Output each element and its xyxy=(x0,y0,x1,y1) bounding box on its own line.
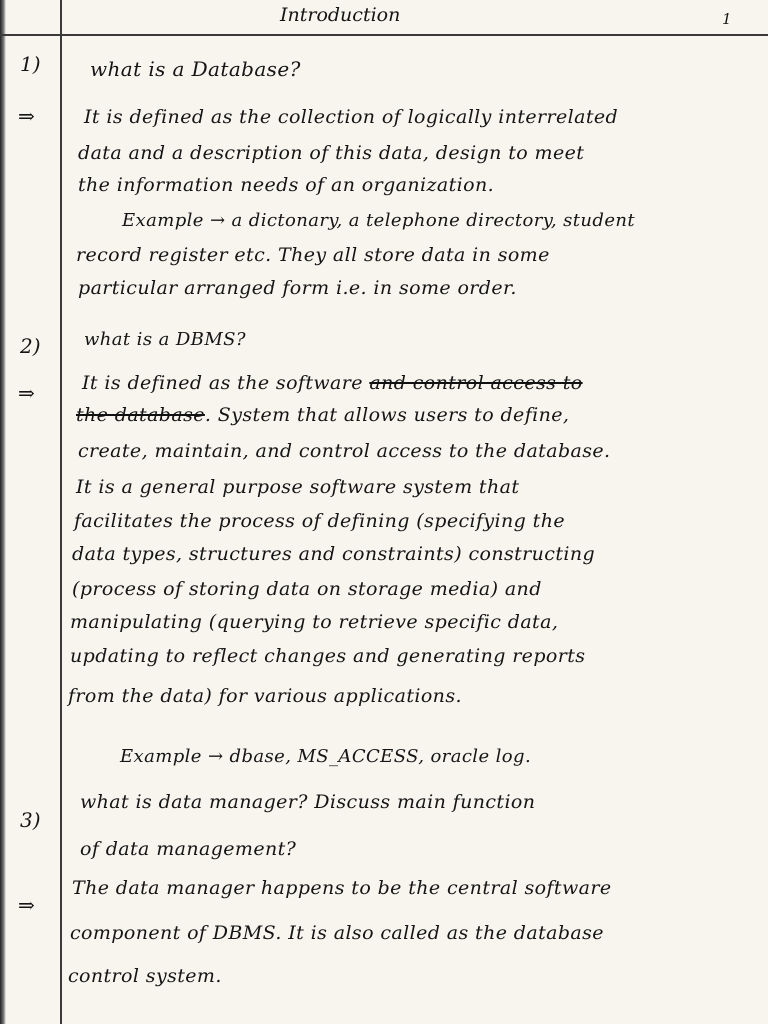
answer-2-line: It is a general purpose software system that xyxy=(76,476,520,498)
answer-2-line: create, maintain, and control access to the database. xyxy=(78,440,611,462)
question-3-text: what is data manager? Discuss main function xyxy=(80,791,536,813)
answer-2-text: . System that allows users to define, xyxy=(204,404,570,426)
question-3-number: 3) xyxy=(20,808,41,832)
struck-through-text: the database xyxy=(76,404,205,426)
question-1-text: what is a Database? xyxy=(90,57,301,81)
question-2-number: 2) xyxy=(20,334,41,358)
answer-2-line: data types, structures and constraints) constructing xyxy=(72,543,596,565)
question-2-text: what is a DBMS? xyxy=(84,329,246,350)
answer-2-line: from the data) for various applications. xyxy=(68,685,462,707)
page-title: Introduction xyxy=(280,4,401,26)
answer-arrow-2: ⇒ xyxy=(18,381,35,405)
question-1-number: 1) xyxy=(20,52,41,76)
answer-2-text: It is defined as the software xyxy=(82,372,363,394)
answer-2-line: (process of storing data on storage media) and xyxy=(72,578,542,600)
example-1-line: particular arranged form i.e. in some order. xyxy=(78,277,517,299)
answer-2-line: updating to reflect changes and generating reports xyxy=(70,645,586,667)
answer-2-line: manipulating (querying to retrieve specific data, xyxy=(70,611,559,633)
answer-2-line xyxy=(76,404,569,426)
answer-1-line: It is defined as the collection of logically interrelated xyxy=(84,106,619,128)
example-2-line: Example → dbase, MS_ACCESS, oracle log. xyxy=(120,746,532,767)
example-1-line: record register etc. They all store data in some xyxy=(76,244,550,266)
struck-through-text: and control access to xyxy=(369,372,583,394)
margin-rule xyxy=(60,0,62,1024)
answer-3-line: component of DBMS. It is also called as the database xyxy=(70,922,604,944)
answer-arrow-1: ⇒ xyxy=(18,104,35,128)
example-1-line: Example → a dictonary, a telephone directory, student xyxy=(122,210,636,231)
answer-1-line: the information needs of an organization. xyxy=(78,174,495,196)
page-number: 1 xyxy=(722,10,732,28)
header-rule xyxy=(0,34,768,36)
answer-3-line: The data manager happens to be the central software xyxy=(72,877,612,899)
question-3-text: of data management? xyxy=(80,838,297,860)
answer-3-line: control system. xyxy=(68,965,222,987)
page-edge-shadow xyxy=(0,0,6,1024)
answer-1-line: data and a description of this data, design to meet xyxy=(78,142,585,164)
answer-2-line xyxy=(82,372,583,394)
answer-2-line: facilitates the process of defining (specifying the xyxy=(74,510,565,532)
answer-arrow-3: ⇒ xyxy=(18,893,35,917)
